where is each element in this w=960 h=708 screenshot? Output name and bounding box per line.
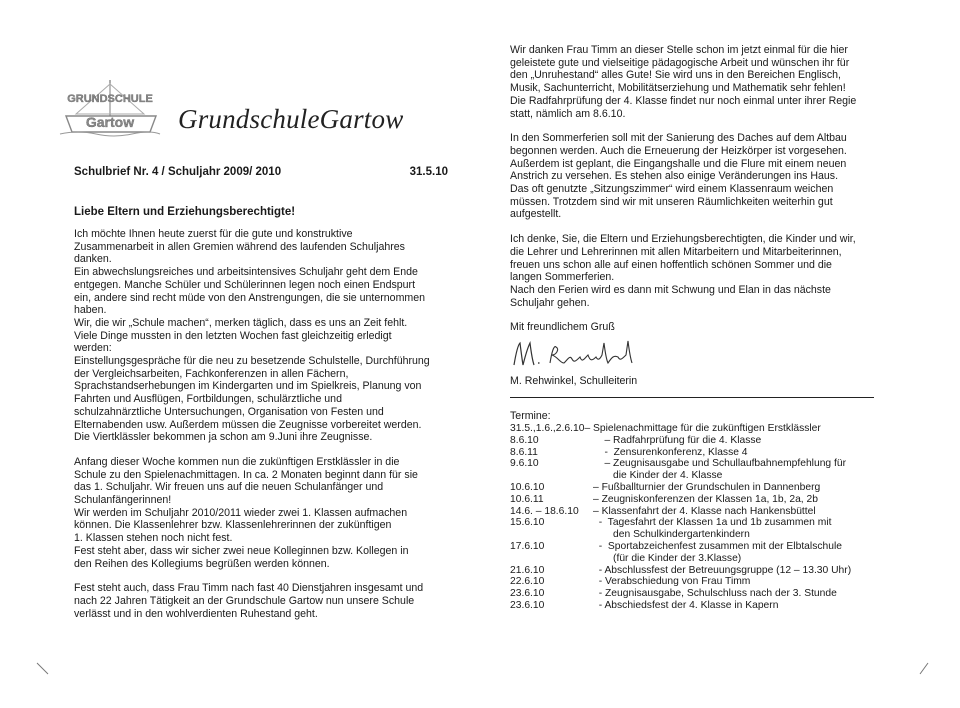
text-line: Fest steht aber, dass wir sicher zwei neue Kolleginnen bzw. Kollegen in (74, 544, 409, 557)
termin-date: 9.6.10 (510, 458, 539, 470)
text-line: In den Sommerferien soll mit der Sanierung des Daches auf dem Altbau (510, 132, 847, 145)
termin-description-line: - Tagesfahrt der Klassen 1a und 1b zusammen mit (593, 517, 832, 529)
termin-description (593, 435, 886, 447)
text-line: Viele Dinge mussten in den letzten Wochen fast gleichzeitig erledigt (74, 329, 392, 342)
text-line: Nach den Ferien wird es dann mit Schwung und Elan in das nächste (510, 283, 831, 296)
right-column-text (510, 44, 880, 309)
paragraph (510, 132, 880, 221)
termin-row (510, 458, 886, 482)
termin-description-line: - Zensurenkonferenz, Klasse 4 (593, 446, 748, 458)
termin-row (510, 541, 886, 565)
text-line: Ich denke, Sie, die Eltern und Erziehungsberechtigten, die Kinder und wir, (510, 233, 856, 246)
termin-date: 8.6.10 (510, 434, 539, 446)
termin-description-line: den Schulkindergartenkindern (593, 529, 750, 541)
text-line: Wir, die wir „Schule machen“, merken täglich, dass es uns an Zeit fehlt. (74, 316, 408, 329)
termine-list (510, 423, 886, 612)
termin-date: 10.6.11 (510, 493, 544, 505)
logo-bottom-text: Gartow (85, 114, 135, 130)
termin-description-line: - Abschiedsfest der 4. Klasse in Kapern (593, 599, 779, 611)
scan-corner-mark (36, 662, 50, 676)
text-line: nach 22 Jahren Tätigkeit an der Grundschule Gartow nun unsere Schule (74, 594, 415, 607)
text-line: müssen. Trotzdem sind wir mit unseren Räumlichkeiten weiterhin gut (510, 195, 833, 208)
text-line: aufgestellt. (510, 208, 562, 221)
termine-heading: Termine: (510, 410, 551, 422)
text-line: Wir danken Frau Timm an dieser Stelle schon im jetzt einmal für die hier (510, 44, 848, 56)
divider-line (510, 397, 874, 398)
termin-description (593, 482, 886, 494)
text-line: danken. (74, 253, 112, 266)
termin-date: 23.6.10 (510, 588, 545, 600)
paragraph-gap (74, 444, 454, 456)
termin-description (593, 494, 886, 506)
termin-row (510, 565, 886, 577)
termin-description (593, 576, 886, 588)
paragraph (510, 44, 880, 120)
text-line: können. Die Klassenlehrer bzw. Klassenlehrerinnen der zukünftigen (74, 519, 392, 532)
text-line: Musik, Sachunterricht, Mobilitätserziehung und Mathematik sehr fehlen! (510, 82, 846, 95)
termin-date: 10.6.10 (510, 481, 545, 493)
paragraph (74, 456, 454, 570)
termin-description-line: – Spielenachmittage für die zukünftigen Erstklässler (584, 423, 821, 434)
school-logo (58, 76, 162, 138)
text-line: statt, nämlich am 8.6.10. (510, 107, 626, 120)
handwritten-signature (510, 337, 650, 371)
text-line: werden: (74, 342, 112, 355)
text-line: die Lehrer und Lehrerinnen mit allen Mitarbeitern und Mitarbeiterinnen, (510, 245, 842, 258)
text-line: freuen uns schon alle auf einen hoffentlich schönen Sommer und die (510, 258, 832, 271)
left-column-text (74, 228, 454, 620)
termin-row (510, 506, 886, 518)
text-line: entgegen. Manche Schüler und Schülerinnen legen noch einen Endspurt (74, 278, 416, 291)
termin-description-line: die Kinder der 4. Klasse (593, 470, 723, 482)
newsletter-issue: Schulbrief Nr. 4 / Schuljahr 2009/ 2010 (74, 166, 282, 178)
greeting: Liebe Eltern und Erziehungsberechtigte! (74, 206, 296, 218)
text-line: das 1. Schuljahr. Wir freuen uns auf die neuen Schulanfänger und (74, 481, 384, 494)
text-line: Außerdem ist geplant, die Eingangshalle und die Flure mit einem neuen (510, 157, 847, 170)
termin-date: 15.6.10 (510, 517, 545, 529)
termin-row (510, 435, 886, 447)
school-name: GrundschuleGartow (178, 104, 404, 134)
termin-date: 14.6. – 18.6.10 (510, 505, 579, 517)
termin-date: 17.6.10 (510, 540, 545, 552)
text-line: haben. (74, 304, 107, 317)
termin-row (510, 517, 886, 541)
termin-date: 8.6.11 (510, 446, 538, 458)
paragraph-gap (74, 570, 454, 582)
text-line: 1. Klassen stehen noch nicht fest. (74, 532, 233, 545)
text-line: langen Sommerferien. (510, 271, 615, 284)
termin-row (510, 423, 886, 435)
newsletter-header (74, 166, 448, 178)
text-line: schulzahnärztliche Untersuchungen, Organisation von Festen und (74, 405, 384, 418)
termin-date: 31.5.,1.6.,2.6.10 (510, 423, 585, 434)
termin-description-line: - Verabschiedung von Frau Timm (593, 576, 751, 588)
text-line: Schulanfängerinnen! (74, 494, 172, 507)
termin-description (584, 423, 886, 435)
text-line: Die Viertklässler bekommen ja schon am 9.Juni ihre Zeugnisse. (74, 431, 373, 444)
text-line: Anfang dieser Woche kommen nun die zukünftigen Erstklässler in die (74, 455, 400, 468)
termin-row (510, 588, 886, 600)
termin-row (510, 482, 886, 494)
text-line: Wir werden im Schuljahr 2010/2011 wieder zwei 1. Klassen aufmachen (74, 506, 408, 519)
termin-description-line: – Zeugniskonferenzen der Klassen 1a, 1b, 2a, 2b (593, 493, 818, 505)
text-line: Schule zu den Spielenachmittagen. In ca. 2 Monaten beginnt dann für sie (74, 468, 418, 481)
text-line: begonnen werden. Auch die Erneuerung der Heizkörper ist vorgesehen. (510, 144, 847, 157)
text-line: Fahrten und Ausflügen, Fortbildungen, schulärztliche und (74, 393, 342, 406)
text-line: Ich möchte Ihnen heute zuerst für die gute und konstruktive (74, 228, 353, 240)
termin-description-line: - Abschlussfest der Betreuungsgruppe (12 – 13.30 Uhr) (593, 564, 852, 576)
text-line: verlässt und in den wohlverdienten Ruhestand geht. (74, 607, 318, 620)
termin-description-line: - Zeugnisausgabe, Schulschluss nach der 3. Stunde (593, 588, 837, 600)
signer-name: M. Rehwinkel, Schulleiterin (510, 375, 638, 387)
paragraph (74, 582, 454, 620)
text-line: der Vergleichsarbeiten, Fachkonferenzen in allen Fächern, (74, 367, 349, 380)
text-line: den „Unruhestand“ alles Gute! Sie wird uns in den Bereichen Englisch, (510, 69, 841, 82)
paragraph-gap (510, 221, 880, 233)
termin-description-line: - Sportabzeichenfest zusammen mit der Elbtalschule (593, 540, 842, 552)
termin-description (593, 600, 886, 612)
scan-corner-mark (918, 662, 930, 676)
text-line: den Reihen des Kollegiums begrüßen werden können. (74, 557, 330, 570)
termin-row (510, 447, 886, 459)
termin-row (510, 576, 886, 588)
text-line: Fest steht auch, dass Frau Timm nach fast 40 Dienstjahren insgesamt und (74, 582, 424, 595)
text-line: Zusammenarbeit in allen Gremien während des laufenden Schuljahres (74, 240, 405, 253)
text-line: geleistete gute und vielseitige pädagogische Arbeit und wünschen ihr für (510, 56, 850, 69)
text-line: ein, andere sind recht müde von den Anstrengungen, die sie unternommen (74, 291, 426, 304)
text-line: Die Radfahrprüfung der 4. Klasse findet nur noch einmal unter ihrer Regie (510, 94, 857, 107)
paragraph (510, 233, 880, 309)
termin-description (593, 447, 886, 459)
termin-description (593, 458, 886, 482)
text-line: Schuljahr gehen. (510, 296, 590, 309)
text-line: Anstrich zu versehen. Es stehen also einige Veränderungen ins Haus. (510, 170, 839, 183)
termin-description (593, 517, 886, 541)
paragraph-gap (510, 120, 880, 132)
text-line: Einstellungsgespräche für die neu zu besetzende Schulstelle, Durchführung (74, 355, 430, 368)
termin-date: 21.6.10 (510, 564, 545, 576)
text-line: Ein abwechslungsreiches und arbeitsintensives Schuljahr geht dem Ende (74, 266, 418, 279)
termin-description-line: – Klassenfahrt der 4. Klasse nach Hankensbüttel (593, 505, 816, 517)
termin-description (593, 541, 886, 565)
paragraph (74, 228, 454, 444)
text-line: Das oft genutzte „Sitzungszimmer“ wird einem Klassenraum weichen (510, 183, 834, 196)
termin-description-line: – Fußballturnier der Grundschulen in Dannenberg (593, 481, 821, 493)
closing: Mit freundlichem Gruß (510, 321, 615, 333)
text-line: Elternabenden usw. Außerdem müssen die Zeugnisse vorbereitet werden. (74, 418, 422, 431)
termin-description (593, 588, 886, 600)
termin-description-line: – Zeugnisausgabe und Schullaufbahnempfehlung für (593, 458, 847, 470)
newsletter-date: 31.5.10 (409, 166, 448, 178)
termin-description-line: (für die Kinder der 3.Klasse) (593, 552, 742, 564)
logo-top-text: GRUNDSCHULE (67, 93, 153, 105)
termin-description-line: – Radfahrprüfung für die 4. Klasse (593, 434, 762, 446)
termin-row (510, 600, 886, 612)
termin-date: 23.6.10 (510, 599, 545, 611)
termin-description (593, 565, 886, 577)
termin-row (510, 494, 886, 506)
text-line: Sprachstandserhebungen im Kindergarten und im Spielkreis, Planung von (74, 380, 422, 393)
termin-date: 22.6.10 (510, 576, 545, 588)
termin-description (593, 506, 886, 518)
